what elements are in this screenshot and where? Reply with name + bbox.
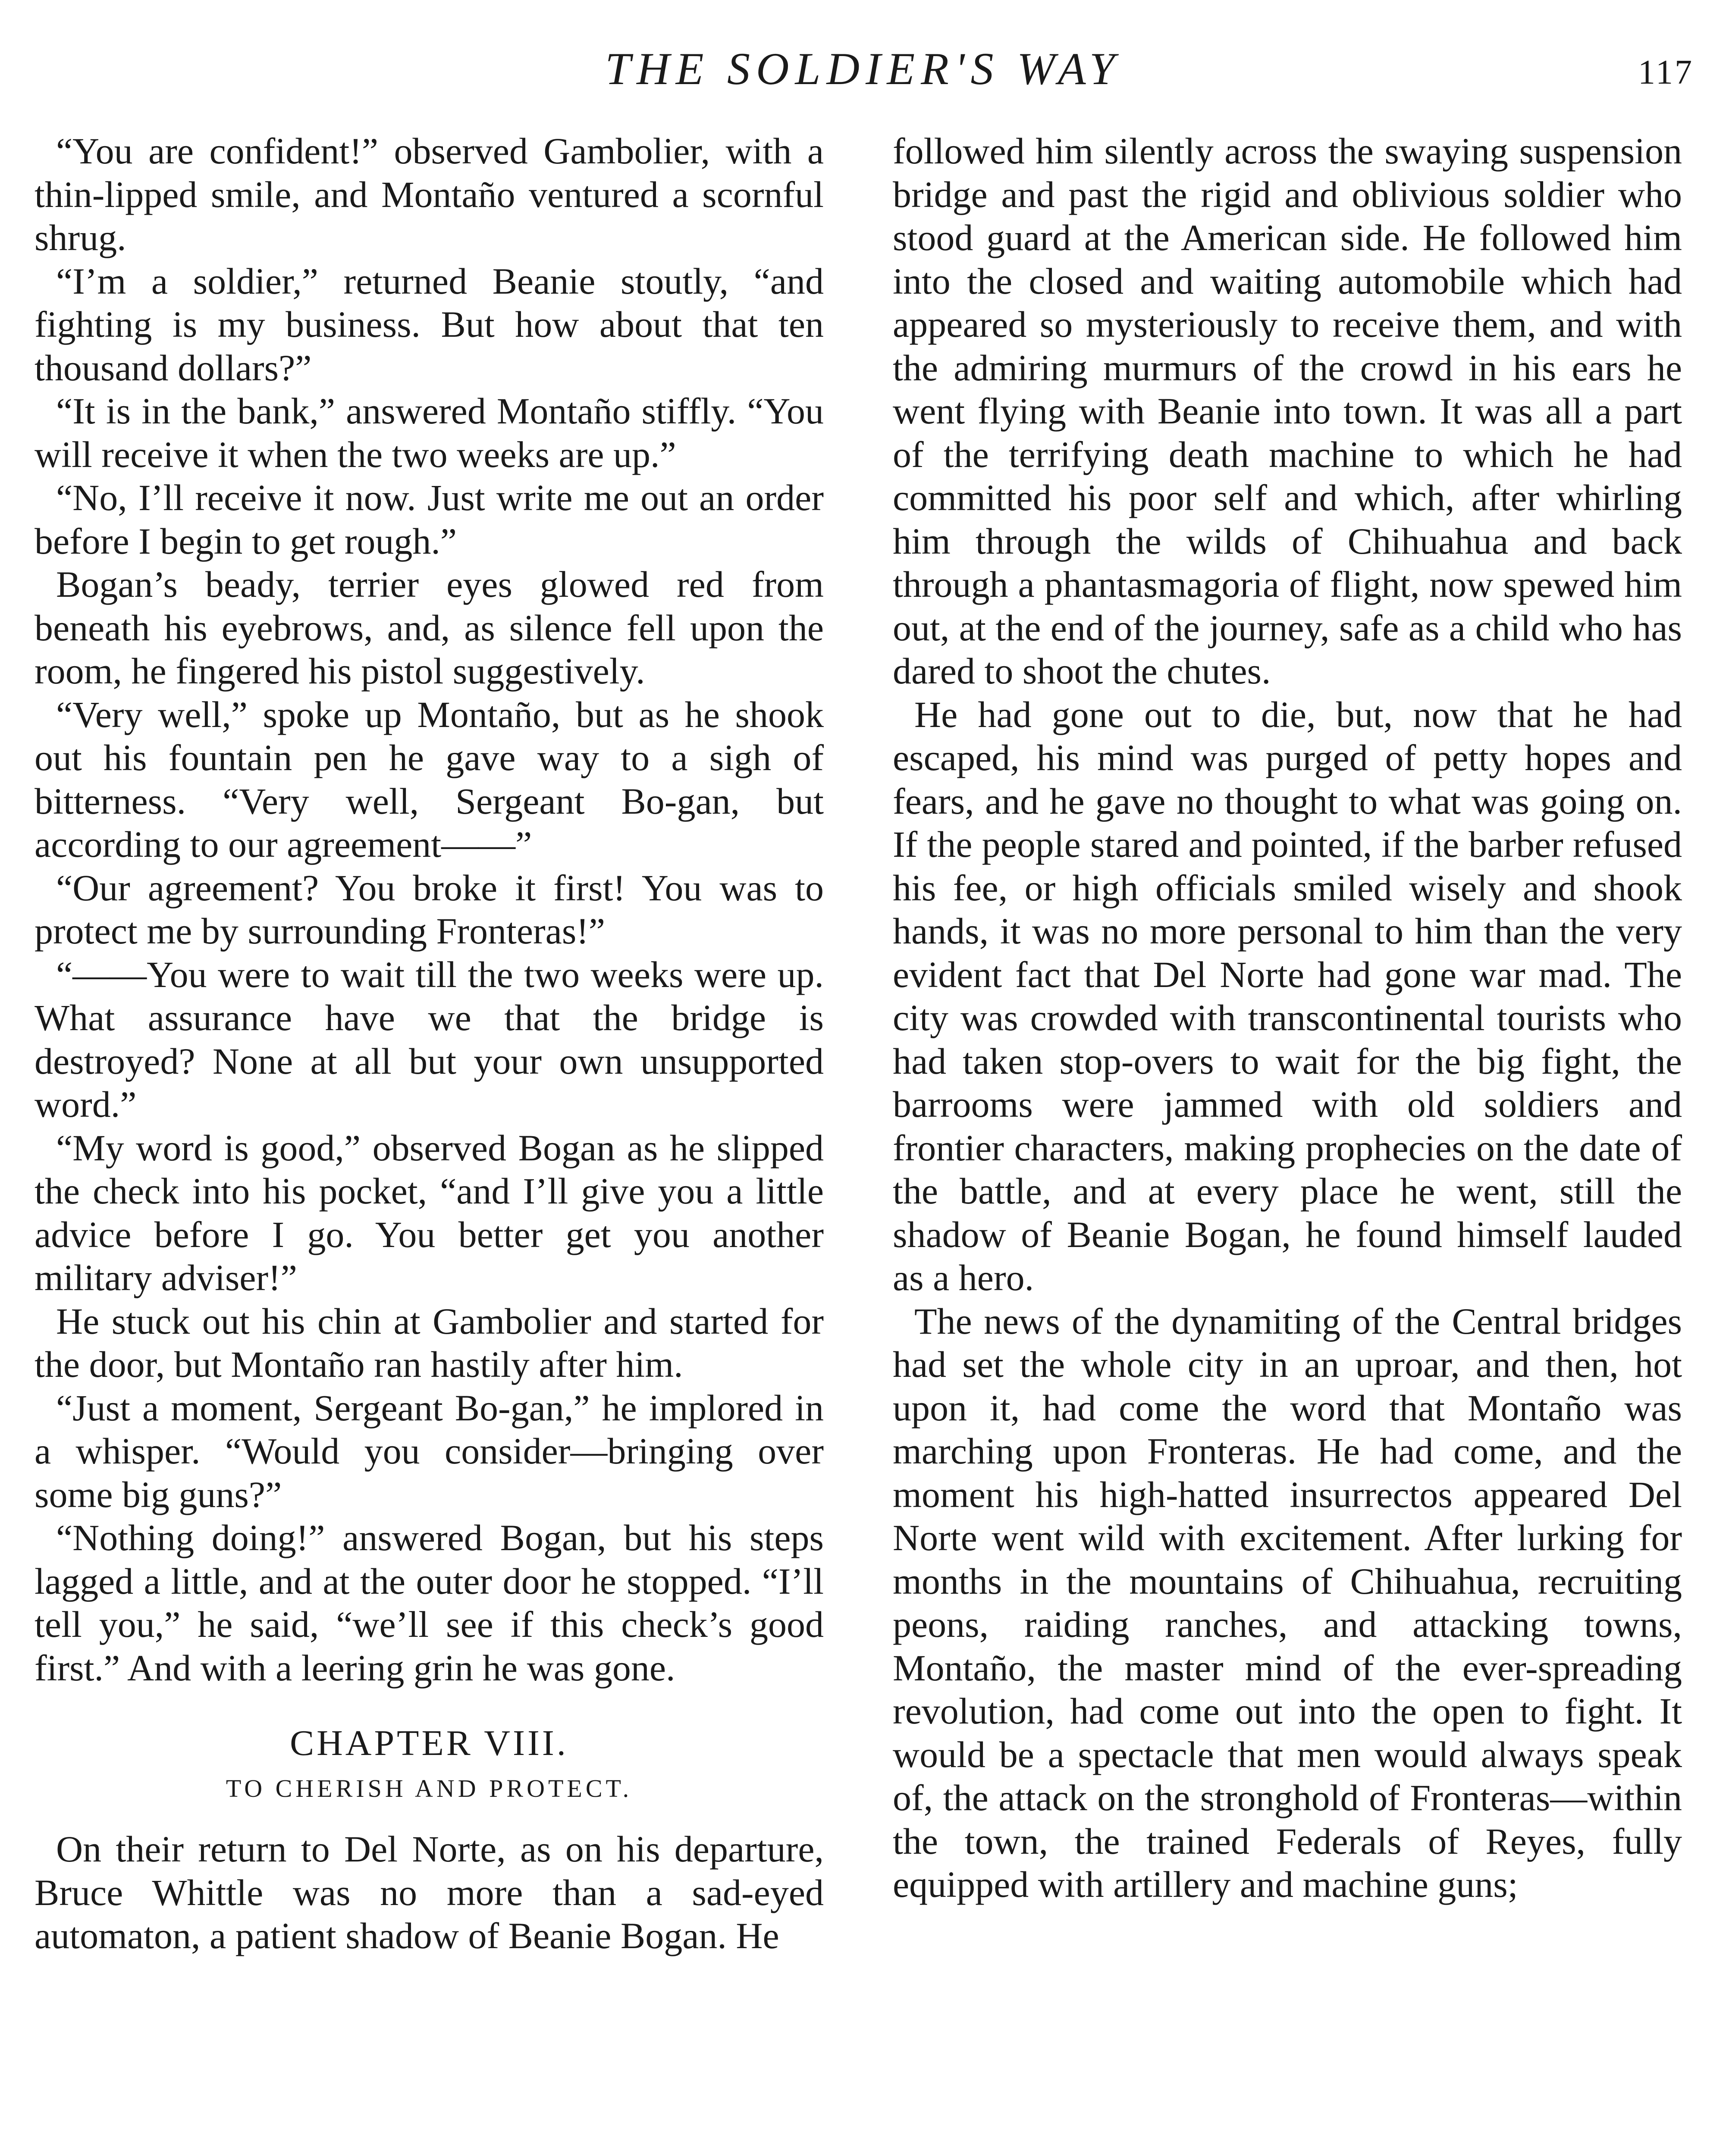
paragraph-continued: followed him silently across the swaying suspension bridge and past the rigid and oblivious soldier who stood guard at the American side. He followed him into the closed and waiting automobile which had appeared so mysteriously to receive them, and with the admiring murmurs of the crowd in his ears he went flying with Beanie into town. It was all a part of the terrifying death machine to which he had committed his poor self and which, after whirling him through the wilds of Chihuahua and back through a phantasmagoria of flight, now spewed him out, at the end of the journey, safe as a child who has dared to shoot the chutes. bbox=[893, 130, 1682, 692]
paragraph: “Our agreement? You broke it first! You was to protect me by surrounding Fronteras!” bbox=[35, 867, 824, 952]
paragraph: “——You were to wait till the two weeks were up. What assurance have we that the bridge is destroyed? None at all but your own unsupported word.” bbox=[35, 953, 824, 1125]
paragraph: He stuck out his chin at Gambolier and started for the door, but Montaño ran hastily after him. bbox=[35, 1300, 824, 1385]
page-number: 117 bbox=[1638, 53, 1694, 91]
paragraph: He had gone out to die, but, now that he had escaped, his mind was purged of petty hopes and fears, and he gave no thought to what was going on. If the people stared and pointed, if the barber refused his fee, or high officials smiled wisely and shook hands, it was no more personal to him than the very evident fact that Del Norte had gone war mad. The city was crowded with transcontinental tourists who had taken stop-overs to wait for the big fight, the barrooms were jammed with old soldiers and frontier characters, making prophecies on the date of the battle, and at every place he went, still the shadow of Beanie Bogan, he found himself lauded as a hero. bbox=[893, 693, 1682, 1298]
right-column bbox=[893, 129, 1682, 1906]
chapter-subtitle: TO CHERISH AND PROTECT. bbox=[226, 1774, 633, 1802]
chapter-heading: CHAPTER VIII. bbox=[290, 1723, 568, 1763]
paragraph: “Just a moment, Sergeant Bo-gan,” he implored in a whisper. “Would you consider—bringing over some big guns?” bbox=[35, 1387, 824, 1515]
paragraph: The news of the dynamiting of the Central bridges had set the whole city in an uproar, and then, hot upon it, had come the word that Montaño was marching upon Fronteras. He had come, and the moment his high-hatted insurrectos appeared Del Norte went wild with excitement. After lurking for months in the mountains of Chihuahua, recruiting peons, raiding ranches, and attacking towns, Montaño, the master mind of the ever-spreading revolution, had come out into the open to fight. It would be a spectacle that men would always speak of, the attack on the stronghold of Fronteras—within the town, the trained Federals of Reyes, fully equipped with artillery and machine guns; bbox=[893, 1300, 1682, 1905]
paragraph: “I’m a soldier,” returned Beanie stoutly, “and fighting is my business. But how about that ten thousand dollars?” bbox=[35, 260, 824, 389]
paragraph: “It is in the bank,” answered Montaño stiffly. “You will receive it when the two weeks are up.” bbox=[35, 390, 824, 475]
paragraph: “No, I’ll receive it now. Just write me out an order before I begin to get rough.” bbox=[35, 477, 824, 562]
running-header bbox=[0, 41, 1726, 106]
paragraph: Bogan’s beady, terrier eyes glowed red from beneath his eyebrows, and, as silence fell upon the room, he fingered his pistol suggestively. bbox=[35, 564, 824, 692]
paragraph: “Very well,” spoke up Montaño, but as he shook out his fountain pen he gave way to a sigh of bitterness. “Very well, Sergeant Bo-gan, but according to our agreement——” bbox=[35, 693, 824, 865]
paragraph: On their return to Del Norte, as on his departure, Bruce Whittle was no more than a sad-eyed automaton, a patient shadow of Beanie Bogan. He bbox=[35, 1828, 824, 1956]
paragraph: “Nothing doing!” answered Bogan, but his steps lagged a little, and at the outer door he stopped. “I’ll tell you,” he said, “we’ll see if this check’s good first.” And with a leering grin he was gone. bbox=[35, 1517, 824, 1689]
running-title: THE SOLDIER'S WAY bbox=[605, 44, 1121, 94]
paragraph: “You are confident!” observed Gambolier, with a thin-lipped smile, and Montaño ventured a scornful shrug. bbox=[35, 130, 824, 258]
paragraph: “My word is good,” observed Bogan as he slipped the check into his pocket, “and I’ll give you a little advice before I go. You better get you another military adviser!” bbox=[35, 1127, 824, 1298]
left-column bbox=[35, 129, 824, 1958]
